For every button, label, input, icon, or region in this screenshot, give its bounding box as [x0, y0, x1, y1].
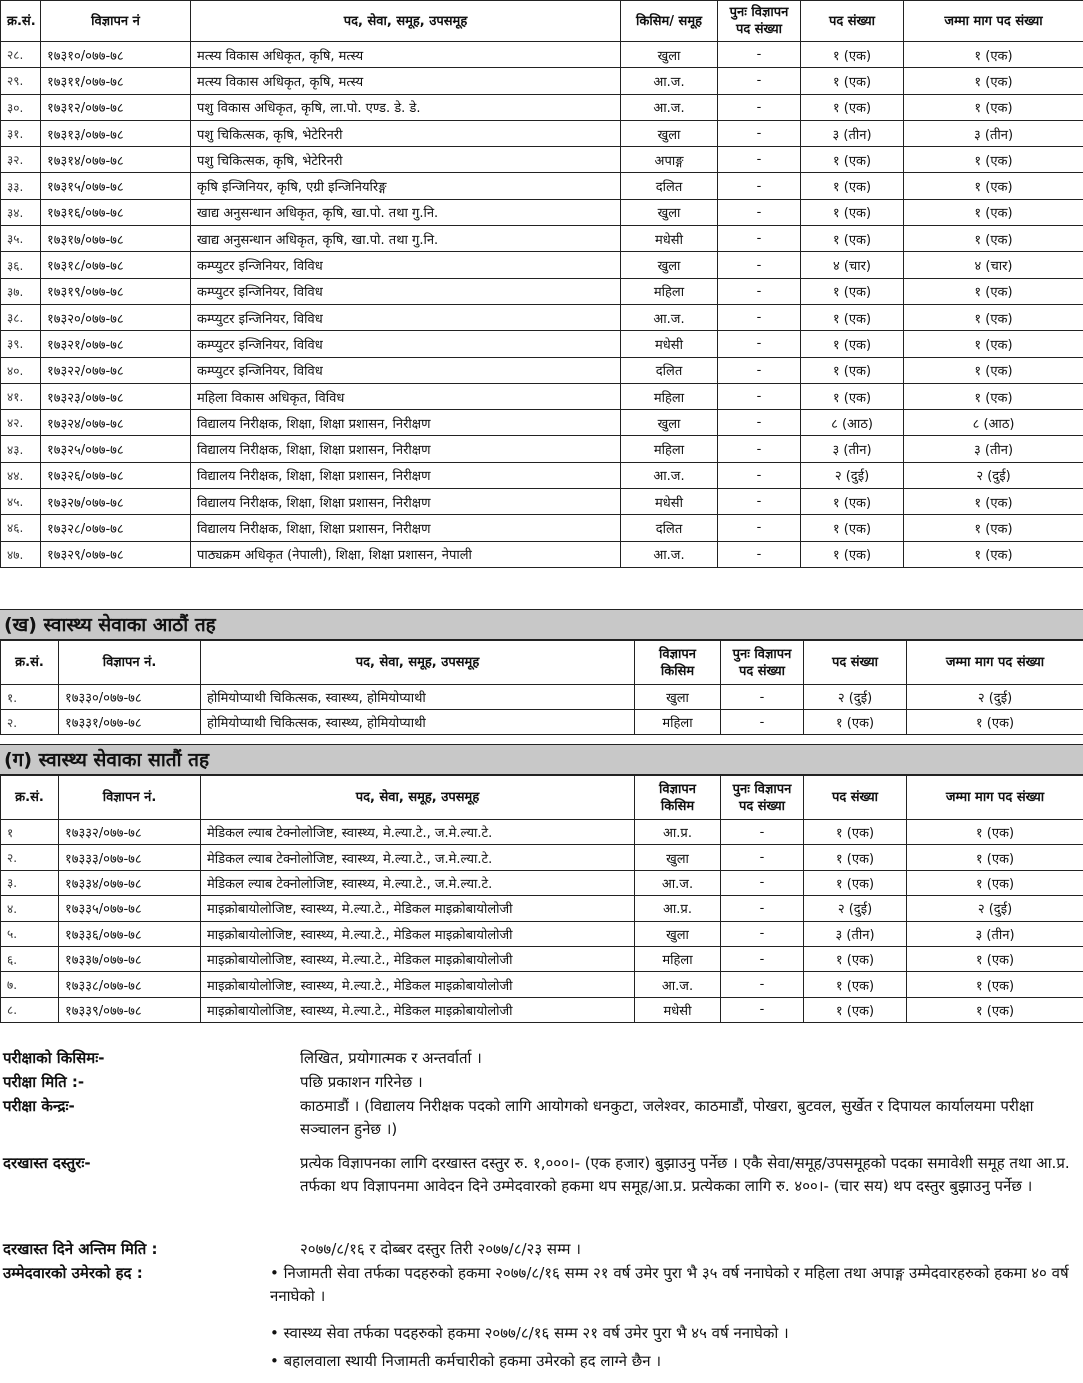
fee-label: दरखास्त दस्तुरः-: [3, 1154, 91, 1172]
table-cell: कृषि इन्जिनियर, कृषि, एग्री इन्जिनियरिङ्ग: [191, 173, 621, 199]
age-bullet: • निजामती सेवा तर्फका पदहरुको हकमा २०७७/८/१६ सम्म २१ वर्ष उमेर पुरा भै ३५ वर्ष ननाघेको र महिला तथा अपाङ्ग उम्मेदवारहरुको हकमा ४० वर्ष ननाघेको ।: [270, 1264, 1069, 1305]
table-cell: -: [718, 410, 801, 436]
table-cell: १ (एक): [904, 278, 1083, 304]
column-header: पद, सेवा, समूह, उपसमूह: [191, 1, 621, 42]
table-cell: आ.ज.: [621, 68, 718, 94]
table-row: [1, 357, 1083, 383]
table-cell: ४५.: [1, 489, 41, 515]
table-cell: ३८.: [1, 304, 41, 330]
table-cell: १ (एक): [904, 173, 1083, 199]
table-cell: १ (एक): [801, 541, 904, 567]
table-cell: १ (एक): [804, 997, 907, 1022]
table-cell: १७३२२/०७७-७८: [41, 357, 191, 383]
table-cell: खाद्य अनुसन्धान अधिकृत, कृषि, खा.पो. तथा गु.नि.: [191, 226, 621, 252]
column-header: जम्मा माग पद संख्या: [904, 1, 1083, 42]
table-cell: विद्यालय निरीक्षक, शिक्षा, शिक्षा प्रशासन, निरीक्षण: [191, 515, 621, 541]
table-cell: ३ (तीन): [907, 921, 1083, 946]
table-cell: १७३२७/०७७-७८: [41, 489, 191, 515]
table-cell: -: [718, 515, 801, 541]
table-cell: -: [718, 68, 801, 94]
exam-center-value: काठमाडौं । (विद्यालय निरीक्षक पदको लागि आयोगको धनकुटा, जलेश्वर, काठमाडौं, पोखरा, बुटवल, सुर्खेत र दिपायल कार्यालयमा परीक्षा सञ्चालन हुनेछ ।): [300, 1097, 1034, 1138]
table-cell: -: [721, 946, 804, 971]
table-row: [1, 304, 1083, 330]
exam-type-value: लिखित, प्रयोगात्मक र अन्तर्वार्ता ।: [300, 1049, 482, 1067]
table-row: [1, 541, 1083, 567]
column-header: विज्ञापन नं.: [59, 776, 201, 820]
table-row: [1, 820, 1083, 845]
table-row: [1, 997, 1083, 1022]
table-cell: खुला: [635, 921, 721, 946]
table-cell: १ (एक): [801, 357, 904, 383]
table-cell: १७३१०/०७७-७८: [41, 42, 191, 68]
table-cell: कम्प्युटर इन्जिनियर, विविध: [191, 331, 621, 357]
table-cell: १ (एक): [904, 331, 1083, 357]
age-bullet: • बहालवाला स्थायी निजामती कर्मचारीको हकमा उमेरको हद लाग्ने छैन ।: [270, 1352, 662, 1370]
table-cell: ३६.: [1, 252, 41, 278]
table-cell: माइक्रोबायोलोजिष्ट, स्वास्थ्य, मे.ल्या.टे., मेडिकल माइक्रोबायोलोजी: [201, 946, 635, 971]
column-header: पुनः विज्ञापन पद संख्या: [721, 641, 804, 685]
table-cell: -: [721, 921, 804, 946]
table-cell: -: [721, 997, 804, 1022]
column-header: जम्मा माग पद संख्या: [907, 641, 1083, 685]
table-row: [1, 173, 1083, 199]
table-cell: ३५.: [1, 226, 41, 252]
table-cell: २.: [1, 710, 59, 735]
table-cell: -: [721, 710, 804, 735]
table-cell: -: [721, 870, 804, 895]
table-cell: मधेसी: [621, 489, 718, 515]
table-cell: आ.ज.: [635, 972, 721, 997]
table-cell: महिला विकास अधिकृत, विविध: [191, 383, 621, 409]
fee-row: [0, 1152, 1083, 1226]
table-header: [1, 641, 1083, 685]
table-cell: आ.ज.: [621, 304, 718, 330]
table-cell: १७३१४/०७७-७८: [41, 147, 191, 173]
table-cell: १ (एक): [801, 94, 904, 120]
section-title-health-7th: (ग) स्वास्थ्य सेवाका सातौं तह: [0, 744, 1083, 775]
table-cell: विद्यालय निरीक्षक, शिक्षा, शिक्षा प्रशासन, निरीक्षण: [191, 462, 621, 488]
table-cell: १ (एक): [907, 946, 1083, 971]
column-header: पुनः विज्ञापन पद संख्या: [721, 776, 804, 820]
table-cell: -: [721, 845, 804, 870]
table-cell: ३१.: [1, 120, 41, 146]
table-cell: दलित: [621, 515, 718, 541]
column-header: जम्मा माग पद संख्या: [907, 776, 1083, 820]
column-header: पद संख्या: [804, 776, 907, 820]
table-cell: १ (एक): [801, 331, 904, 357]
table-cell: १ (एक): [801, 173, 904, 199]
table-cell: ४ (चार): [801, 252, 904, 278]
table-cell: १७३११/०७७-७८: [41, 68, 191, 94]
table-cell: -: [721, 685, 804, 710]
table-cell: ४२.: [1, 410, 41, 436]
table-cell: आ.ज.: [621, 541, 718, 567]
table-cell: महिला: [621, 383, 718, 409]
table-cell: खुला: [621, 199, 718, 225]
table-row: [1, 383, 1083, 409]
table-cell: १७३१२/०७७-७८: [41, 94, 191, 120]
age-bullet: • स्वास्थ्य सेवा तर्फका पदहरुको हकमा २०७७/८/१६ सम्म २१ वर्ष उमेर पुरा भै ४५ वर्ष ननाघेको ।: [270, 1324, 789, 1342]
table-cell: १ (एक): [904, 68, 1083, 94]
table-cell: -: [718, 173, 801, 199]
table-cell: खुला: [635, 685, 721, 710]
table-cell: १७३३०/०७७-७८: [59, 685, 201, 710]
table-cell: १ (एक): [804, 972, 907, 997]
table-cell: ८ (आठ): [904, 410, 1083, 436]
table-row: [1, 199, 1083, 225]
table-row: [1, 946, 1083, 971]
table-cell: -: [721, 820, 804, 845]
table-cell: आ.प्र.: [635, 896, 721, 921]
table-cell: होमियोप्याथी चिकित्सक, स्वास्थ्य, होमियोप्याथी: [201, 685, 635, 710]
table-cell: विद्यालय निरीक्षक, शिक्षा, शिक्षा प्रशासन, निरीक्षण: [191, 436, 621, 462]
column-header: क्र.सं.: [1, 641, 59, 685]
table-cell: -: [718, 199, 801, 225]
table-cell: १७३३८/०७७-७८: [59, 972, 201, 997]
table-cell: मधेसी: [621, 226, 718, 252]
table-cell: १ (एक): [801, 226, 904, 252]
table-row: [1, 710, 1083, 735]
table-cell: १ (एक): [801, 489, 904, 515]
table-cell: २ (दुई): [907, 685, 1083, 710]
table-cell: महिला: [621, 436, 718, 462]
table-cell: १ (एक): [804, 710, 907, 735]
table-cell: मेडिकल ल्याब टेक्नोलोजिष्ट, स्वास्थ्य, मे.ल्या.टे., ज.मे.ल्या.टे.: [201, 820, 635, 845]
table-row: [1, 331, 1083, 357]
table-cell: ८ (आठ): [801, 410, 904, 436]
table-cell: १ (एक): [907, 845, 1083, 870]
table-row: [1, 278, 1083, 304]
table-cell: ८.: [1, 997, 59, 1022]
table-cell: खुला: [621, 120, 718, 146]
table-cell: माइक्रोबायोलोजिष्ट, स्वास्थ्य, मे.ल्या.टे., मेडिकल माइक्रोबायोलोजी: [201, 972, 635, 997]
table-cell: १ (एक): [804, 820, 907, 845]
table-cell: १७३३४/०७७-७८: [59, 870, 201, 895]
table-cell: १७३२३/०७७-७८: [41, 383, 191, 409]
exam-type-row: [0, 1047, 1083, 1071]
table-cell: -: [718, 278, 801, 304]
table-cell: १ (एक): [904, 515, 1083, 541]
column-header: क्र.सं.: [1, 1, 41, 42]
table-cell: १ (एक): [804, 946, 907, 971]
table-cell: २८.: [1, 42, 41, 68]
table-header: [1, 776, 1083, 820]
table-cell: ५.: [1, 921, 59, 946]
column-header: पुनः विज्ञापन पद संख्या: [718, 1, 801, 42]
table-cell: १ (एक): [907, 870, 1083, 895]
table-cell: ३३.: [1, 173, 41, 199]
table-cell: ४३.: [1, 436, 41, 462]
table-cell: १७३२१/०७७-७८: [41, 331, 191, 357]
column-header: पद, सेवा, समूह, उपसमूह: [201, 776, 635, 820]
table-cell: १.: [1, 685, 59, 710]
table-row: [1, 147, 1083, 173]
table-cell: १ (एक): [801, 304, 904, 330]
table-cell: ४०.: [1, 357, 41, 383]
table-cell: १ (एक): [904, 489, 1083, 515]
table-row: [1, 870, 1083, 895]
table-row: [1, 436, 1083, 462]
table-row: [1, 921, 1083, 946]
table-cell: -: [718, 252, 801, 278]
table-cell: -: [718, 147, 801, 173]
table-cell: १७३३३/०७७-७८: [59, 845, 201, 870]
table-row: [1, 685, 1083, 710]
table-cell: ३.: [1, 870, 59, 895]
table-cell: -: [718, 304, 801, 330]
table-cell: आ.ज.: [635, 870, 721, 895]
table-cell: १ (एक): [801, 383, 904, 409]
table-cell: १ (एक): [907, 972, 1083, 997]
table-cell: १७३१६/०७७-७८: [41, 199, 191, 225]
table-row: [1, 42, 1083, 68]
table-row: [1, 120, 1083, 146]
table-cell: कम्प्युटर इन्जिनियर, विविध: [191, 278, 621, 304]
table-cell: ४१.: [1, 383, 41, 409]
table-row: [1, 489, 1083, 515]
table-row: [1, 896, 1083, 921]
table-cell: ७.: [1, 972, 59, 997]
exam-date-label: परीक्षा मिति :-: [3, 1073, 85, 1091]
table-cell: पशु चिकित्सक, कृषि, भेटेरिनरी: [191, 120, 621, 146]
table-cell: आ.ज.: [621, 462, 718, 488]
table-cell: १७३२९/०७७-७८: [41, 541, 191, 567]
table-cell: २ (दुई): [904, 462, 1083, 488]
table-cell: १ (एक): [907, 820, 1083, 845]
table-cell: ६.: [1, 946, 59, 971]
table-cell: विद्यालय निरीक्षक, शिक्षा, शिक्षा प्रशासन, निरीक्षण: [191, 489, 621, 515]
table-cell: अपाङ्ग: [621, 147, 718, 173]
table-cell: -: [718, 331, 801, 357]
table-cell: १७३१५/०७७-७८: [41, 173, 191, 199]
table-row: [1, 252, 1083, 278]
table-cell: १ (एक): [907, 997, 1083, 1022]
table-cell: आ.प्र.: [635, 820, 721, 845]
table-cell: -: [721, 972, 804, 997]
table-cell: कम्प्युटर इन्जिनियर, विविध: [191, 357, 621, 383]
table-cell: १ (एक): [904, 541, 1083, 567]
column-header: पद संख्या: [801, 1, 904, 42]
table-cell: महिला: [621, 278, 718, 304]
table-cell: २.: [1, 845, 59, 870]
fee-value: प्रत्येक विज्ञापनका लागि दरखास्त दस्तुर रु. १,०००।- (एक हजार) बुझाउनु पर्नेछ । एकै सेवा/समूह/उपसमूहको पदका समावेशी समूह तथा आ.प्र. तर्फका थप विज्ञापनमा आवेदन दिने उम्मेदवारको हकमा थप समूह/आ.प्र. प्रत्येकका लागि रु. ४००।- (चार सय) थप दस्तुर बुझाउनु पर्नेछ ।: [300, 1154, 1070, 1195]
table-cell: ३ (तीन): [904, 120, 1083, 146]
table-cell: मत्स्य विकास अधिकृत, कृषि, मत्स्य: [191, 68, 621, 94]
column-header: विज्ञापन नं.: [59, 641, 201, 685]
table-cell: १७३२५/०७७-७८: [41, 436, 191, 462]
table-cell: -: [718, 357, 801, 383]
table-cell: कम्प्युटर इन्जिनियर, विविध: [191, 252, 621, 278]
table-cell: मेडिकल ल्याब टेक्नोलोजिष्ट, स्वास्थ्य, मे.ल्या.टे., ज.मे.ल्या.टे.: [201, 845, 635, 870]
vacancy-table-part1: [0, 0, 1083, 568]
table-cell: १७३१९/०७७-७८: [41, 278, 191, 304]
table-cell: खुला: [621, 410, 718, 436]
table-cell: १७३१७/०७७-७८: [41, 226, 191, 252]
table-cell: -: [718, 120, 801, 146]
table-cell: -: [718, 462, 801, 488]
table-cell: -: [718, 436, 801, 462]
table-cell: खुला: [621, 252, 718, 278]
table-cell: १ (एक): [904, 42, 1083, 68]
table-cell: १७३१३/०७७-७८: [41, 120, 191, 146]
table-cell: १ (एक): [801, 278, 904, 304]
table-cell: १ (एक): [801, 42, 904, 68]
table-cell: ३२.: [1, 147, 41, 173]
table-cell: २ (दुई): [907, 896, 1083, 921]
table-cell: ३७.: [1, 278, 41, 304]
table-cell: १ (एक): [904, 147, 1083, 173]
table-cell: १ (एक): [904, 226, 1083, 252]
vacancy-table-health-7th: [0, 775, 1083, 1023]
table-cell: महिला: [635, 710, 721, 735]
table-cell: १७३१८/०७७-७८: [41, 252, 191, 278]
table-cell: -: [718, 383, 801, 409]
vacancy-table-health-8th: [0, 640, 1083, 735]
table-cell: खुला: [621, 42, 718, 68]
table-cell: पशु विकास अधिकृत, कृषि, ला.पो. एण्ड. डे. डे.: [191, 94, 621, 120]
table-cell: १ (एक): [801, 515, 904, 541]
table-cell: ३ (तीन): [801, 436, 904, 462]
exam-date-value: पछि प्रकाशन गरिनेछ ।: [300, 1073, 423, 1091]
exam-date-row: [0, 1071, 1083, 1095]
table-cell: २९.: [1, 68, 41, 94]
table-cell: १ (एक): [907, 710, 1083, 735]
table-cell: ४४.: [1, 462, 41, 488]
table-cell: मत्स्य विकास अधिकृत, कृषि, मत्स्य: [191, 42, 621, 68]
table-cell: ४७.: [1, 541, 41, 567]
exam-type-label: परीक्षाको किसिमः-: [3, 1049, 105, 1067]
table-row: [1, 94, 1083, 120]
table-cell: १ (एक): [904, 357, 1083, 383]
table-cell: ४ (चार): [904, 252, 1083, 278]
table-cell: मधेसी: [621, 331, 718, 357]
column-header: विज्ञापन किसिम: [635, 641, 721, 685]
deadline-label: दरखास्त दिने अन्तिम मिति :: [3, 1240, 158, 1258]
age-label: उम्मेदवारको उमेरको हद :: [3, 1264, 143, 1282]
section-title-health-8th: (ख) स्वास्थ्य सेवाका आठौं तह: [0, 609, 1083, 640]
table-cell: १७३२८/०७७-७८: [41, 515, 191, 541]
column-header: क्र.सं.: [1, 776, 59, 820]
table-cell: पाठ्यक्रम अधिकृत (नेपाली), शिक्षा, शिक्षा प्रशासन, नेपाली: [191, 541, 621, 567]
table-row: [1, 68, 1083, 94]
table-cell: होमियोप्याथी चिकित्सक, स्वास्थ्य, होमियोप्याथी: [201, 710, 635, 735]
table-row: [1, 462, 1083, 488]
table-row: [1, 972, 1083, 997]
table-cell: १: [1, 820, 59, 845]
table-cell: कम्प्युटर इन्जिनियर, विविध: [191, 304, 621, 330]
table-cell: मधेसी: [635, 997, 721, 1022]
column-header: विज्ञापन किसिम: [635, 776, 721, 820]
table-cell: -: [718, 226, 801, 252]
table-row: [1, 226, 1083, 252]
table-cell: १७३३१/०७७-७८: [59, 710, 201, 735]
table-cell: १ (एक): [801, 199, 904, 225]
table-cell: १७३३२/०७७-७८: [59, 820, 201, 845]
table-cell: खाद्य अनुसन्धान अधिकृत, कृषि, खा.पो. तथा गु.नि.: [191, 199, 621, 225]
table-cell: १७३३७/०७७-७८: [59, 946, 201, 971]
table-cell: १ (एक): [904, 199, 1083, 225]
deadline-value: २०७७/८/१६ र दोब्बर दस्तुर तिरी २०७७/८/२३ सम्म ।: [300, 1240, 581, 1258]
table-cell: ३९.: [1, 331, 41, 357]
table-cell: ४.: [1, 896, 59, 921]
table-cell: ३ (तीन): [801, 120, 904, 146]
table-cell: दलित: [621, 357, 718, 383]
table-row: [1, 515, 1083, 541]
exam-center-row: [0, 1095, 1083, 1143]
column-header: पद संख्या: [804, 641, 907, 685]
table-cell: १ (एक): [804, 870, 907, 895]
table-cell: -: [718, 541, 801, 567]
table-cell: १ (एक): [904, 94, 1083, 120]
table-row: [1, 845, 1083, 870]
table-cell: पशु चिकित्सक, कृषि, भेटेरिनरी: [191, 147, 621, 173]
table-cell: ३ (तीन): [904, 436, 1083, 462]
table-header: [1, 1, 1083, 42]
table-cell: १७३३९/०७७-७८: [59, 997, 201, 1022]
table-cell: महिला: [635, 946, 721, 971]
table-cell: ३ (तीन): [804, 921, 907, 946]
table-cell: माइक्रोबायोलोजिष्ट, स्वास्थ्य, मे.ल्या.टे., मेडिकल माइक्रोबायोलोजी: [201, 921, 635, 946]
table-cell: २ (दुई): [801, 462, 904, 488]
table-cell: १७३२०/०७७-७८: [41, 304, 191, 330]
table-row: [1, 410, 1083, 436]
table-cell: १ (एक): [801, 147, 904, 173]
table-cell: आ.ज.: [621, 94, 718, 120]
table-cell: २ (दुई): [804, 685, 907, 710]
table-cell: -: [718, 94, 801, 120]
table-cell: माइक्रोबायोलोजिष्ट, स्वास्थ्य, मे.ल्या.टे., मेडिकल माइक्रोबायोलोजी: [201, 997, 635, 1022]
table-cell: -: [718, 489, 801, 515]
exam-center-label: परीक्षा केन्द्रः-: [3, 1097, 75, 1115]
table-cell: २ (दुई): [804, 896, 907, 921]
column-header: विज्ञापन नं: [41, 1, 191, 42]
table-cell: मेडिकल ल्याब टेक्नोलोजिष्ट, स्वास्थ्य, मे.ल्या.टे., ज.मे.ल्या.टे.: [201, 870, 635, 895]
table-cell: १ (एक): [804, 845, 907, 870]
deadline-row: [0, 1238, 1083, 1262]
table-cell: १७३३६/०७७-७८: [59, 921, 201, 946]
table-cell: दलित: [621, 173, 718, 199]
table-cell: १ (एक): [904, 304, 1083, 330]
table-cell: माइक्रोबायोलोजिष्ट, स्वास्थ्य, मे.ल्या.टे., मेडिकल माइक्रोबायोलोजी: [201, 896, 635, 921]
table-cell: १ (एक): [801, 68, 904, 94]
column-header: किसिम/ समूह: [621, 1, 718, 42]
column-header: पद, सेवा, समूह, उपसमूह: [201, 641, 635, 685]
table-cell: १७३३५/०७७-७८: [59, 896, 201, 921]
table-cell: १ (एक): [904, 383, 1083, 409]
table-cell: -: [718, 42, 801, 68]
table-cell: ४६.: [1, 515, 41, 541]
table-cell: -: [721, 896, 804, 921]
table-cell: ३०.: [1, 94, 41, 120]
table-cell: १७३२६/०७७-७८: [41, 462, 191, 488]
table-cell: विद्यालय निरीक्षक, शिक्षा, शिक्षा प्रशासन, निरीक्षण: [191, 410, 621, 436]
table-cell: ३४.: [1, 199, 41, 225]
table-cell: खुला: [635, 845, 721, 870]
table-cell: १७३२४/०७७-७८: [41, 410, 191, 436]
